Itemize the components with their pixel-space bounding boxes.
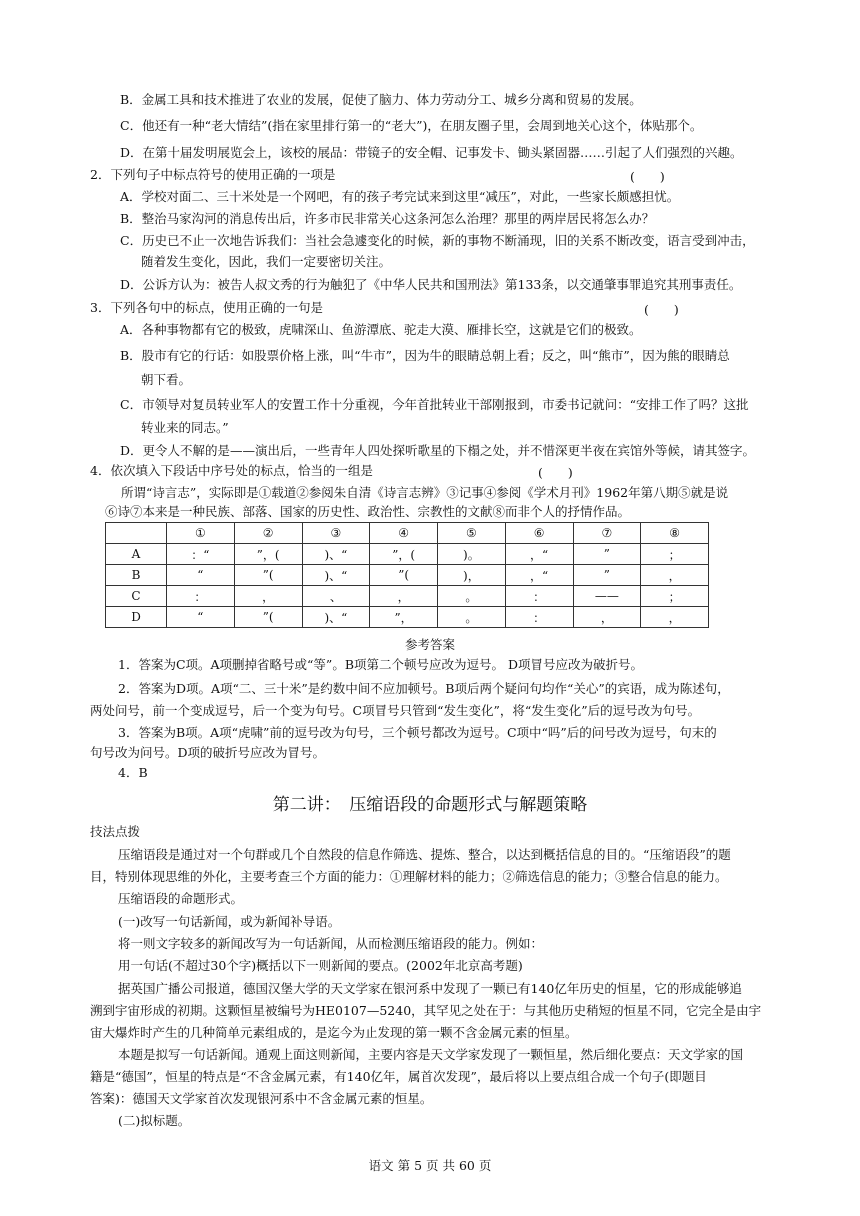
body-line: 压缩语段的命题形式。 bbox=[118, 891, 244, 906]
table-cell bbox=[106, 523, 167, 544]
q1-option-d: D．在第十届发明展览会上，该校的展品：带镜子的安全帽、记事发卡、锄头紧固器……引起了人们强烈的兴趣。 bbox=[120, 145, 743, 160]
body-line: (二)拟标题。 bbox=[118, 1113, 191, 1128]
table-cell: ⑤ bbox=[438, 523, 506, 544]
answer-line: 3．答案为B项。A项“虎啸”前的逗号改为句号，三个顿号都改为逗号。C项中“吗”后的问号改为逗号，句末的 bbox=[118, 725, 717, 740]
q4-answer-blank: ( ) bbox=[538, 465, 573, 480]
table-cell: ， bbox=[641, 565, 709, 586]
table-cell: —— bbox=[573, 586, 641, 607]
table-cell: ：“ bbox=[167, 544, 235, 565]
answer-line: 两处问号，前一个变成逗号，后一个变为句号。C项冒号只管到“发生变化”，将“发生变化”后的逗号改为句号。 bbox=[90, 703, 701, 718]
table-cell: ”，( bbox=[370, 544, 438, 565]
q2-option-c-cont: 随着发生变化，因此，我们一定要密切关注。 bbox=[141, 254, 392, 269]
table-header-row bbox=[106, 523, 709, 544]
table-row bbox=[106, 565, 709, 586]
table-cell: )， bbox=[438, 565, 506, 586]
answer-line: 4．B bbox=[118, 765, 148, 780]
table-cell: ； bbox=[641, 544, 709, 565]
q3-option-c: C．市领导对复员转业军人的安置工作十分重视，今年首批转业干部刚报到，市委书记就问：“安排工作了吗？这批 bbox=[120, 397, 749, 412]
table-cell: “ bbox=[167, 607, 235, 628]
table-cell: A bbox=[106, 544, 167, 565]
body-line: 宙大爆炸时产生的几种简单元素组成的，是迄今为止发现的第一颗不含金属元素的恒星。 bbox=[90, 1025, 578, 1040]
table-cell: ， bbox=[573, 607, 641, 628]
q1-option-b: B．金属工具和技术推进了农业的发展，促使了脑力、体力劳动分工、城乡分离和贸易的发展。 bbox=[120, 92, 642, 107]
body-line: 将一则文字较多的新闻改写为一句话新闻，从而检测压缩语段的能力。例如： bbox=[118, 936, 544, 951]
q3-option-c-cont: 转业来的同志。” bbox=[141, 420, 229, 435]
table-cell: ”，( bbox=[234, 544, 302, 565]
q3-stem: 3．下列各句中的标点，使用正确的一句是 bbox=[90, 300, 323, 315]
q3-option-b-cont: 朝下看。 bbox=[141, 372, 192, 387]
table-cell: 。 bbox=[438, 586, 506, 607]
table-cell: ”( bbox=[234, 607, 302, 628]
body-line: 目，特别体现思维的外化，主要考查三个方面的能力：①理解材料的能力；②筛选信息的能力；③整合信息的能力。 bbox=[90, 869, 728, 884]
table-cell: ”( bbox=[370, 565, 438, 586]
table-cell: ”( bbox=[234, 565, 302, 586]
table-cell: ， bbox=[370, 586, 438, 607]
body-line: 籍是“德国”，恒星的特点是“不含金属元素，有140亿年，属首次发现”，最后将以上要点组合成一个句子(即题目 bbox=[90, 1069, 707, 1084]
table-cell: ： bbox=[505, 586, 573, 607]
body-line: 溯到宇宙形成的初期。这颗恒星被编号为HE0107—5240，其罕见之处在于：与其他历史稍短的恒星不同，它完全是由宇 bbox=[90, 1003, 762, 1018]
table-cell: 、 bbox=[302, 586, 370, 607]
punctuation-options-table bbox=[105, 522, 709, 628]
table-cell: ，“ bbox=[505, 565, 573, 586]
q2-option-a: A．学校对面二、三十米处是一个网吧，有的孩子考完试来到这里“减压”，对此，一些家长颇感担忧。 bbox=[120, 189, 680, 204]
table-row bbox=[106, 607, 709, 628]
table-cell: ， bbox=[641, 607, 709, 628]
table-cell: ② bbox=[234, 523, 302, 544]
table-cell: ” bbox=[573, 544, 641, 565]
answer-line: 1．答案为C项。A项删掉省略号或“等”。B项第二个顿号应改为逗号。 D项冒号应改为破折号。 bbox=[118, 657, 644, 672]
section-title: 第二讲： 压缩语段的命题形式与解题策略 bbox=[272, 795, 588, 815]
answers-heading: 参考答案 bbox=[404, 637, 455, 652]
body-line: (一)改写一句话新闻，或为新闻补导语。 bbox=[118, 914, 341, 929]
q4-passage-line: 所谓“诗言志”，实际即是①载道②参阅朱自清《诗言志辨》③记事④参阅《学术月刊》1962年第八期⑤就是说 bbox=[121, 485, 729, 500]
table-cell: )、“ bbox=[302, 544, 370, 565]
table-cell: )、“ bbox=[302, 565, 370, 586]
table-cell: )。 bbox=[438, 544, 506, 565]
body-line: 本题是拟写一句话新闻。通观上面这则新闻，主要内容是天文学家发现了一颗恒星，然后细化要点：天文学家的国 bbox=[118, 1047, 744, 1062]
body-line: 答案)：德国天文学家首次发现银河系中不含金属元素的恒星。 bbox=[90, 1091, 433, 1106]
table-cell: ； bbox=[641, 586, 709, 607]
q2-option-b: B．整治马家沟河的消息传出后，许多市民非常关心这条河怎么治理？那里的两岸居民将怎么办？ bbox=[120, 211, 655, 226]
table-cell: )、“ bbox=[302, 607, 370, 628]
table-cell: B bbox=[106, 565, 167, 586]
q3-option-a: A．各种事物都有它的极致，虎啸深山、鱼游潭底、驼走大漠、雁排长空，这就是它们的极致。 bbox=[120, 322, 642, 337]
table-cell: ” bbox=[573, 565, 641, 586]
table-cell: 。 bbox=[438, 607, 506, 628]
table-cell: D bbox=[106, 607, 167, 628]
table-row bbox=[106, 586, 709, 607]
q4-stem: 4．依次填入下段话中序号处的标点，恰当的一组是 bbox=[90, 463, 373, 478]
table-cell: ： bbox=[505, 607, 573, 628]
q3-answer-blank: ( ) bbox=[644, 302, 679, 317]
q2-answer-blank: ( ) bbox=[630, 169, 665, 184]
q3-option-b: B．股市有它的行话：如股票价格上涨，叫“牛市”，因为牛的眼睛总朝上看；反之，叫“熊市”，因为熊的眼睛总 bbox=[120, 348, 730, 363]
q2-option-c: C．历史已不止一次地告诉我们：当社会急遽变化的时候，新的事物不断涌现，旧的关系不断改变，语言受到冲击， bbox=[120, 233, 755, 248]
body-line: 用一句话(不超过30个字)概括以下一则新闻的要点。(2002年北京高考题) bbox=[118, 958, 523, 973]
table-cell: ， bbox=[234, 586, 302, 607]
table-cell: ⑦ bbox=[573, 523, 641, 544]
table-cell: ④ bbox=[370, 523, 438, 544]
table-cell: ”， bbox=[370, 607, 438, 628]
q3-option-d: D．更令人不解的是——演出后，一些青年人四处探听歌星的下榻之处，并不惜深更半夜在宾馆外等候，请其签字。 bbox=[120, 443, 756, 458]
table-cell: ⑧ bbox=[641, 523, 709, 544]
q4-passage-line: ⑥诗⑦本来是一种民族、部落、国家的历史性、政治性、宗教性的文献⑧而非个人的抒情作品。 bbox=[105, 504, 631, 519]
tip-label: 技法点拨 bbox=[90, 824, 141, 839]
q1-option-c: C．他还有一种“老大情结”(指在家里排行第一的“老大”)，在朋友圈子里，会周到地关心这个，体贴那个。 bbox=[120, 118, 703, 133]
body-line: 压缩语段是通过对一个句群或几个自然段的信息作筛选、提炼、整合，以达到概括信息的目的。“压缩语段”的题 bbox=[118, 847, 731, 862]
q2-option-d: D．公诉方认为：被告人叔文秀的行为触犯了《中华人民共和国刑法》第133条，以交通肇事罪追究其刑事责任。 bbox=[120, 277, 742, 292]
page-footer: 语文 第 5 页 共 60 页 bbox=[368, 1158, 492, 1173]
answer-line: 2．答案为D项。A项“二、三十米”是约数中间不应加顿号。B项后两个疑问句均作“关心”的宾语，成为陈述句， bbox=[118, 681, 730, 696]
table-cell: ，“ bbox=[505, 544, 573, 565]
q2-stem: 2．下列句子中标点符号的使用正确的一项是 bbox=[90, 167, 336, 182]
body-line: 据英国广播公司报道，德国汉堡大学的天文学家在银河系中发现了一颗已有140亿年历史的恒星，它的形成能够追 bbox=[118, 981, 742, 996]
table-cell: C bbox=[106, 586, 167, 607]
table-cell: ： bbox=[167, 586, 235, 607]
answer-line: 句号改为问号。D项的破折号应改为冒号。 bbox=[90, 745, 326, 760]
table-cell: ⑥ bbox=[505, 523, 573, 544]
table-cell: ① bbox=[167, 523, 235, 544]
table-cell: ③ bbox=[302, 523, 370, 544]
table-row bbox=[106, 544, 709, 565]
table-cell: “ bbox=[167, 565, 235, 586]
